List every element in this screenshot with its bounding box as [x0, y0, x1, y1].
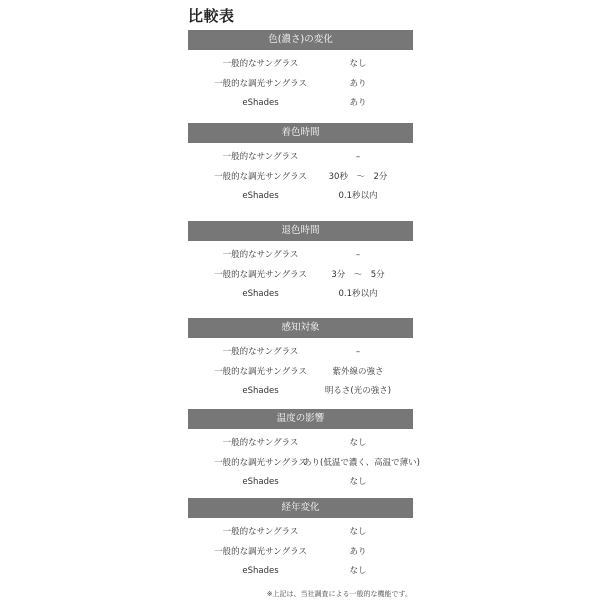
row-value: 3分 〜 5分	[331, 269, 385, 280]
table-row	[188, 543, 413, 563]
row-value: あり	[349, 98, 367, 108]
row-value: なし	[349, 438, 367, 448]
table-row	[188, 363, 413, 383]
row-value: –	[355, 347, 361, 357]
row-label: 一般的なサングラス	[222, 59, 299, 69]
row-value: なし	[349, 477, 367, 487]
table-row	[188, 285, 413, 305]
section-header: 退色時間	[188, 221, 413, 241]
row-label: eShades	[242, 98, 279, 108]
section-aging	[188, 498, 413, 582]
row-label: 一般的な調光サングラス	[214, 366, 307, 377]
row-label: eShades	[242, 386, 279, 396]
table-row	[188, 148, 413, 168]
row-label: 一般的な調光サングラス	[214, 171, 307, 182]
row-value: あり	[349, 546, 367, 557]
table-row	[188, 168, 413, 188]
table-row	[188, 434, 413, 454]
section-header: 感知対象	[188, 318, 413, 338]
table-row	[188, 246, 413, 266]
row-label: 一般的なサングラス	[222, 152, 299, 162]
table-row	[188, 266, 413, 286]
row-label: 一般的な調光サングラス	[214, 546, 307, 557]
row-label: eShades	[242, 191, 279, 201]
page-title: 比較表	[188, 7, 235, 25]
table-row	[188, 562, 413, 582]
row-value: あり(低温で濃く、高温で薄い)	[303, 457, 420, 468]
table-row	[188, 473, 413, 493]
row-label: eShades	[242, 289, 279, 299]
section-color-change	[188, 30, 413, 114]
row-label: eShades	[242, 566, 279, 576]
table-row	[188, 55, 413, 75]
section-header: 着色時間	[188, 123, 413, 143]
table-row	[188, 75, 413, 95]
section-fade-time	[188, 221, 413, 305]
row-value: なし	[349, 59, 367, 69]
row-value: –	[355, 152, 361, 162]
row-label: 一般的なサングラス	[222, 250, 299, 260]
row-value: 0.1秒以内	[338, 289, 378, 299]
row-label: eShades	[242, 477, 279, 487]
footnote: ※上記は、当社調査による一般的な機能です。	[266, 590, 412, 598]
row-label: 一般的なサングラス	[222, 527, 299, 537]
row-label: 一般的なサングラス	[222, 347, 299, 357]
row-value: 明るさ(光の強さ)	[324, 386, 392, 396]
table-row	[188, 523, 413, 543]
row-label: 一般的な調光サングラス	[214, 78, 307, 89]
row-label: 一般的な調光サングラス	[214, 269, 307, 280]
table-row	[188, 343, 413, 363]
section-header: 色(濃さ)の変化	[188, 30, 413, 50]
section-detection-target	[188, 318, 413, 402]
row-value: 0.1秒以内	[338, 191, 378, 201]
row-value: なし	[349, 566, 367, 576]
row-value: なし	[349, 527, 367, 537]
section-header: 経年変化	[188, 498, 413, 518]
row-value: あり	[349, 78, 367, 89]
section-temperature-effect	[188, 409, 420, 493]
table-row	[188, 94, 413, 114]
table-row	[188, 187, 413, 207]
row-value: –	[355, 250, 361, 260]
section-header: 温度の影響	[188, 409, 413, 429]
table-row	[188, 382, 413, 402]
row-value: 30秒 〜 2分	[328, 171, 388, 182]
section-tint-time	[188, 123, 413, 207]
row-label: 一般的なサングラス	[222, 438, 299, 448]
table-row	[188, 454, 420, 474]
row-value: 紫外線の強さ	[332, 366, 384, 377]
row-label: 一般的な調光サングラス	[214, 457, 307, 468]
